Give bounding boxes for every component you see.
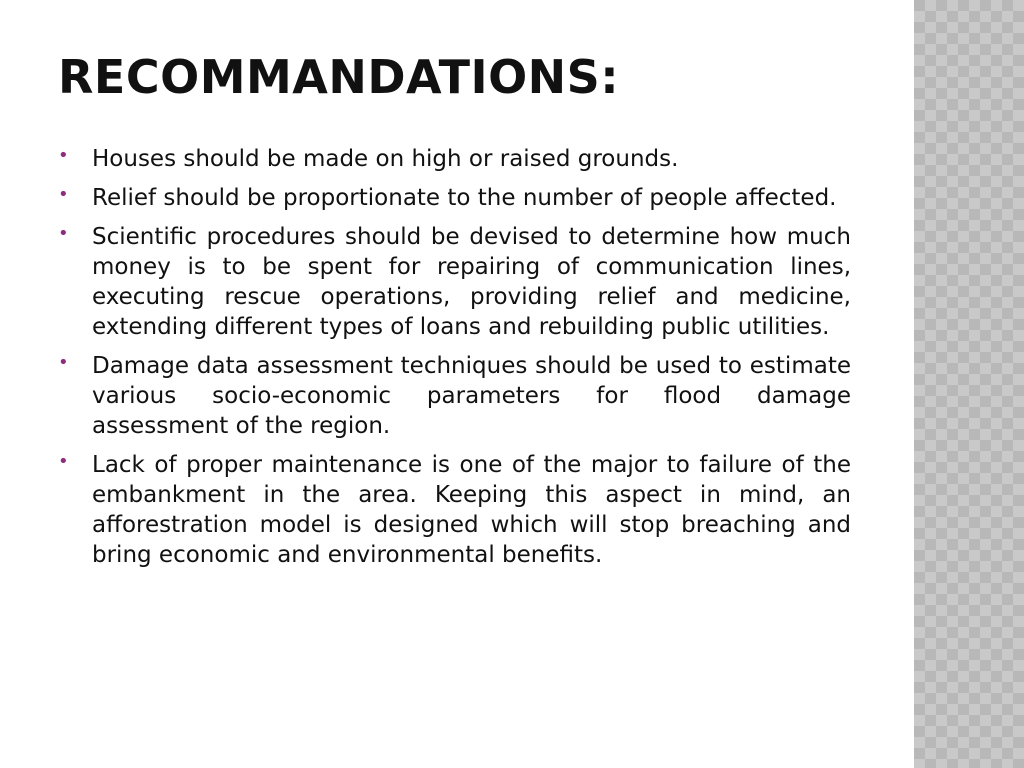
bullet-text: Relief should be proportionate to the number of people affected.	[92, 185, 837, 211]
bullet-list	[58, 144, 851, 579]
slide-title: RECOMMANDATIONS:	[58, 50, 620, 104]
bullet-text: Damage data assessment techniques should be used to estimate various socio-economic parameters for flood damage assessment of the region.	[92, 353, 851, 439]
bullet-icon: •	[58, 184, 69, 205]
bullet-icon: •	[58, 145, 69, 166]
bullet-icon: •	[58, 352, 69, 373]
bullet-item	[58, 183, 851, 213]
decorative-side-panel	[914, 0, 1024, 768]
bullet-text: Lack of proper maintenance is one of the major to failure of the embankment in the area. Keeping this aspect in mind, an afforestration model is designed which will stop breaching and bring economic and environmental benefits.	[92, 452, 851, 568]
bullet-icon: •	[58, 451, 69, 472]
bullet-item	[58, 351, 851, 441]
bullet-item	[58, 222, 851, 342]
bullet-item	[58, 450, 851, 570]
bullet-text: Houses should be made on high or raised grounds.	[92, 146, 679, 172]
bullet-icon: •	[58, 223, 69, 244]
bullet-item	[58, 144, 851, 174]
bullet-text: Scientific procedures should be devised to determine how much money is to be spent for repairing of communication lines, executing rescue operations, providing relief and medicine, extending different types of loans and rebuilding public utilities.	[92, 224, 851, 340]
